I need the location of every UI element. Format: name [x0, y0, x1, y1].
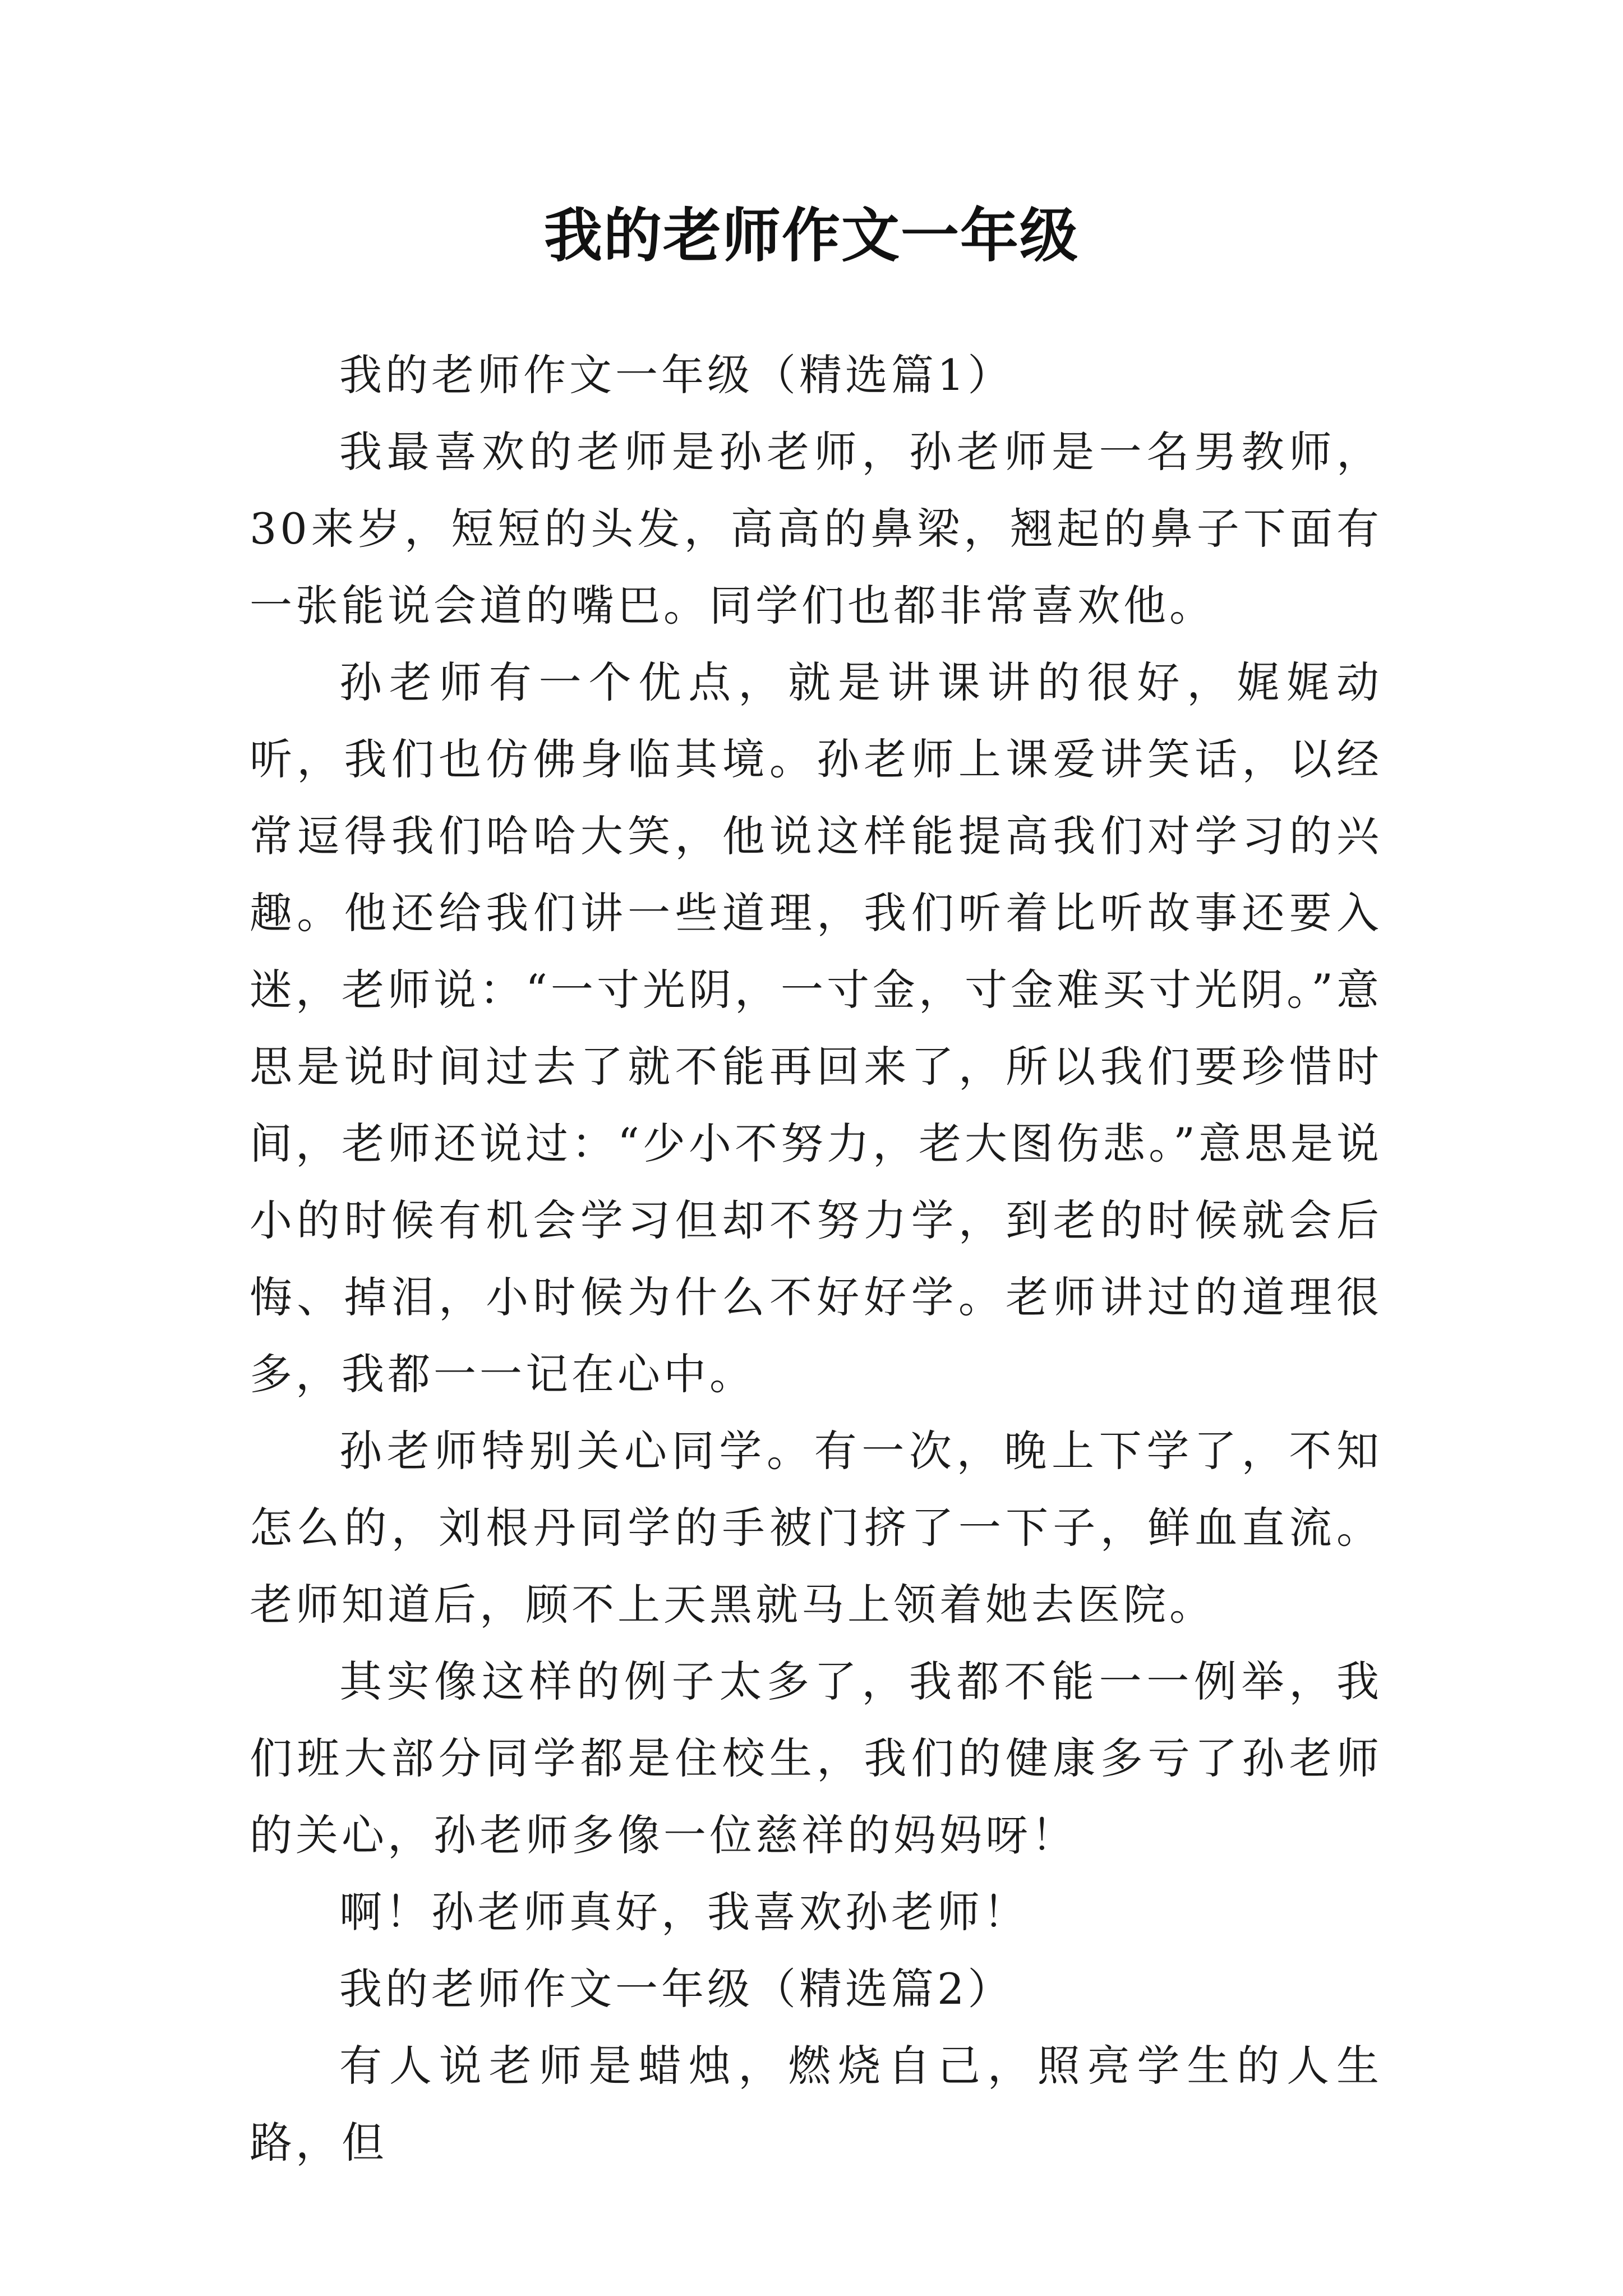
paragraph: 啊！孙老师真好，我喜欢孙老师！: [339, 1887, 1029, 1937]
document-title: 我的老师作文一年级: [543, 201, 1079, 270]
paragraph: 我最喜欢的老师是孙老师，孙老师是一名男教师，30来岁，短短的头发，高高的鼻梁，翘起的鼻子下面有一张能说会道的嘴巴。同学们也都非常喜欢他。: [250, 427, 1382, 631]
paragraph: 孙老师特别关心同学。有一次，晚上下学了，不知怎么的，刘根丹同学的手被门挤了一下子，鲜血直流。老师知道后，顾不上天黑就马上领着她去医院。: [250, 1426, 1382, 1630]
section-heading-1: 我的老师作文一年级（精选篇1）: [339, 350, 1014, 400]
paragraph: 孙老师有一个优点，就是讲课讲的很好，娓娓动听，我们也仿佛身临其境。孙老师上课爱讲笑话，以经常逗得我们哈哈大笑，他说这样能提高我们对学习的兴趣。他还给我们讲一些道理，我们听着比听故事还要入迷，老师说：“一寸光阴，一寸金，寸金难买寸光阴。”意思是说时间过去了就不能再回来了，所以我们要珍惜时间，老师还说过：“少小不努力，老大图伤悲。”意思是说小的时候有机会学习但却不努力学，到老的时候就会后悔、掉泪，小时候为什么不好好学。老师讲过的道理很多，我都一一记在心中。: [250, 657, 1382, 1399]
paragraph: 有人说老师是蜡烛，燃烧自己，照亮学生的人生路，但: [250, 2041, 1382, 2168]
paragraph: 其实像这样的例子太多了，我都不能一一例举，我们班大部分同学都是住校生，我们的健康多亏了孙老师的关心，孙老师多像一位慈祥的妈妈呀！: [250, 1657, 1382, 1860]
document-body: [250, 337, 1382, 2181]
section-heading-2: 我的老师作文一年级（精选篇2）: [339, 1964, 1014, 2014]
